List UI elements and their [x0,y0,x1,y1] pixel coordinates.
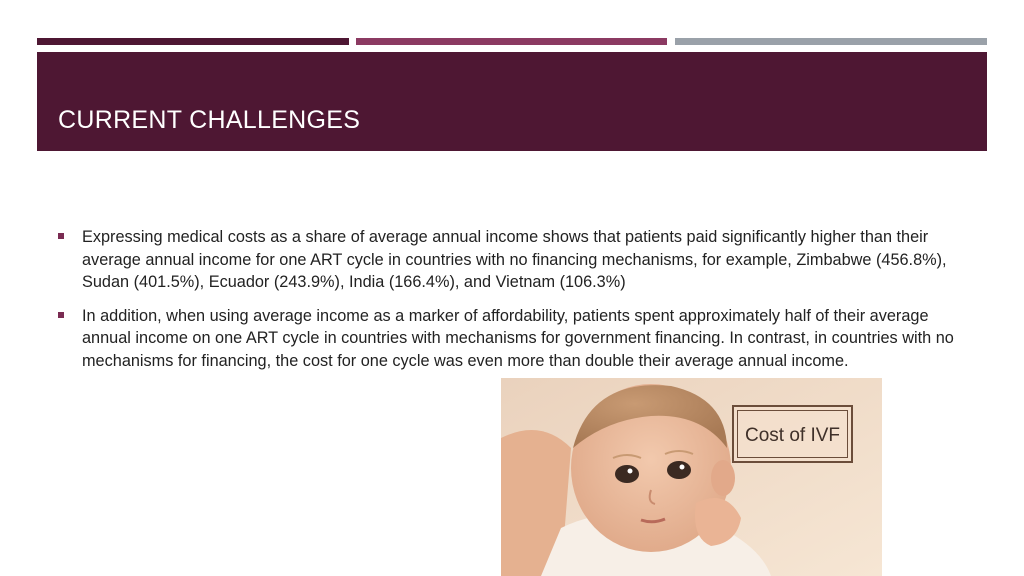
bullet-list [56,226,976,383]
bullet-square-icon [58,233,64,239]
cost-of-ivf-label [732,405,853,463]
accent-bar-gray [675,38,987,45]
accent-bar-mauve [356,38,667,45]
title-band [37,52,987,151]
bullet-text: In addition, when using average income as a marker of affordability, patients spent approximately half of their average annual income on one ART cycle in countries with mechanisms for government financing. In contrast, in countries with no mechanisms for financing, the cost for one cycle was even more than double their average annual income. [82,306,954,370]
accent-bar-dark [37,38,349,45]
bullet-text: Expressing medical costs as a share of average annual income shows that patients paid significantly higher than their average annual income for one ART cycle in countries with no financing mechanisms, for example, Zimbabwe (456.8%), Sudan (401.5%), Ecuador (243.9%), India (166.4%), and Vietnam (106.3%) [82,228,947,291]
baby-photo [501,378,882,576]
cost-of-ivf-text: Cost of IVF [744,425,841,446]
slide-title: CURRENT CHALLENGES [58,106,361,134]
bullet-item [56,305,976,373]
bullet-item [56,226,976,294]
bullet-square-icon [58,312,64,318]
